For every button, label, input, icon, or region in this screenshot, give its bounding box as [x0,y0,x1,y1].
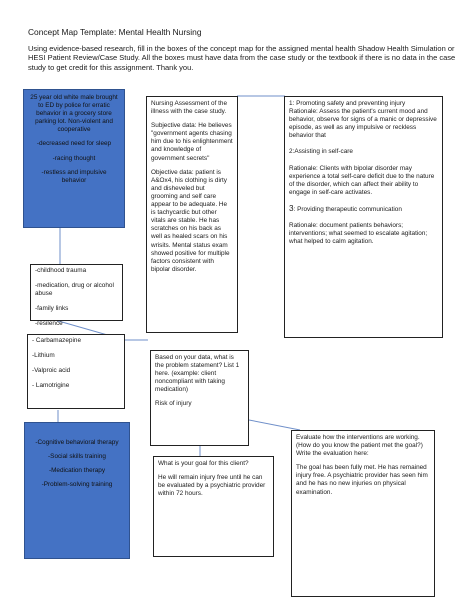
therapy-item: -Social skills training [48,453,106,461]
page-title: Concept Map Template: Mental Health Nursing [28,27,202,37]
evaluation-question: Evaluate how the interventions are working. (How do you know the patient met the goal?) Write the evaluation here: [296,434,423,458]
medication-item: - Carbamazepine [32,337,82,344]
intervention-3-title-text: : Providing therapeutic communication [293,205,402,213]
medication-item: -Valproic acid [32,367,71,375]
patient-intro: 25 year old white male brought to ED by police for erratic behavior in a grocery store parking lot. Non-violent and cooperative [30,94,118,134]
assessment-heading: Nursing Assessment of the illness with the case study. [151,100,228,116]
goal-question: What is your goal for this client? [158,460,249,467]
interventions-box [284,96,443,338]
evaluation-answer: The goal has been fully met. He has remained injury free. A psychiatric provider has seen him and he has no new injuries on physical examination. [296,464,428,496]
therapy-item: -Cognitive behavioral therapy [35,439,119,446]
goal-answer: He will remain injury free until he can be evaluated by a psychiatric provider within 72 hours. [158,474,266,498]
risk-factor-item: -medication, drug or alcohol abuse [35,282,114,298]
symptom-item: -racing thought [52,154,96,162]
therapy-item: -Medication therapy [48,467,106,475]
intervention-3-number: 3 [289,203,294,213]
risk-factor-item: -family links [35,305,69,313]
intervention-1-rationale: Rationale: Assess the patient's current mood and behavior, observe for signs of a manic or depressive episode, as well as any impulsive or reckless behavior that [289,108,437,140]
connector-problem-evaluation [249,420,300,430]
intervention-2-title: 2:Assisting in self-care [289,148,353,156]
intervention-2-rationale: Rationale: Clients with bipolar disorder may experience a total self-care deficit due to the nature of the disorder, which can affect their ability to engage in self-care activates. [289,164,435,196]
therapy-box [24,422,130,559]
problem-answer: Risk of injury [155,400,192,408]
medication-item: - Lamotrigine [32,382,70,390]
goal-box [153,456,274,557]
patient-presentation-box [23,89,125,228]
problem-question: Based on your data, what is the problem statement? List 1 here. (example: client noncompliant with taking medication) [155,354,240,394]
nursing-assessment-box [146,96,238,333]
risk-factor-item: -childhood trauma [35,267,87,274]
intervention-3-title [289,205,438,214]
subjective-data: Subjective data: He believes "government agents chasing him due to his enlightenment and knowledge of government secrets" [151,122,233,162]
objective-data: Objective data: patient is A&Ox4, his clothing is dirty and disheveled but grooming and self care appear to be adequate. He is tachycardic but other vitals are stable. He has scratches on his back as well as healed scars on his wrisits. Mental status exam showed positive for multiple factors consistent with bipolar disorder. [151,168,230,273]
evaluation-box [291,430,435,597]
symptom-item: -restless and impulsive behavior [41,168,107,184]
risk-factor-item: -resilence [35,320,63,328]
instructions-text: Using evidence-based research, fill in the boxes of the concept map for the assigned mental health Shadow Health Simulation or HESI Patient Review/Case Study. All the boxes must have data from the case study or the textbook if there is no data in the case study to get credit for this assignment. Thank you. [28,44,456,72]
risk-factors-box [30,264,123,328]
therapy-item: -Problem-solving training [41,481,113,489]
problem-statement-box [150,350,249,446]
intervention-3-rationale: Rationale: document patients behaviors; interventions; what seemed to escalate agitation; what helped to calm agitation. [289,222,428,246]
medication-item: -Lithium [32,352,55,360]
intervention-1-title: 1: Promoting safety and preventing injury [289,100,406,107]
medications-box [27,334,125,409]
symptom-item: -decreased need for sleep [36,140,112,148]
